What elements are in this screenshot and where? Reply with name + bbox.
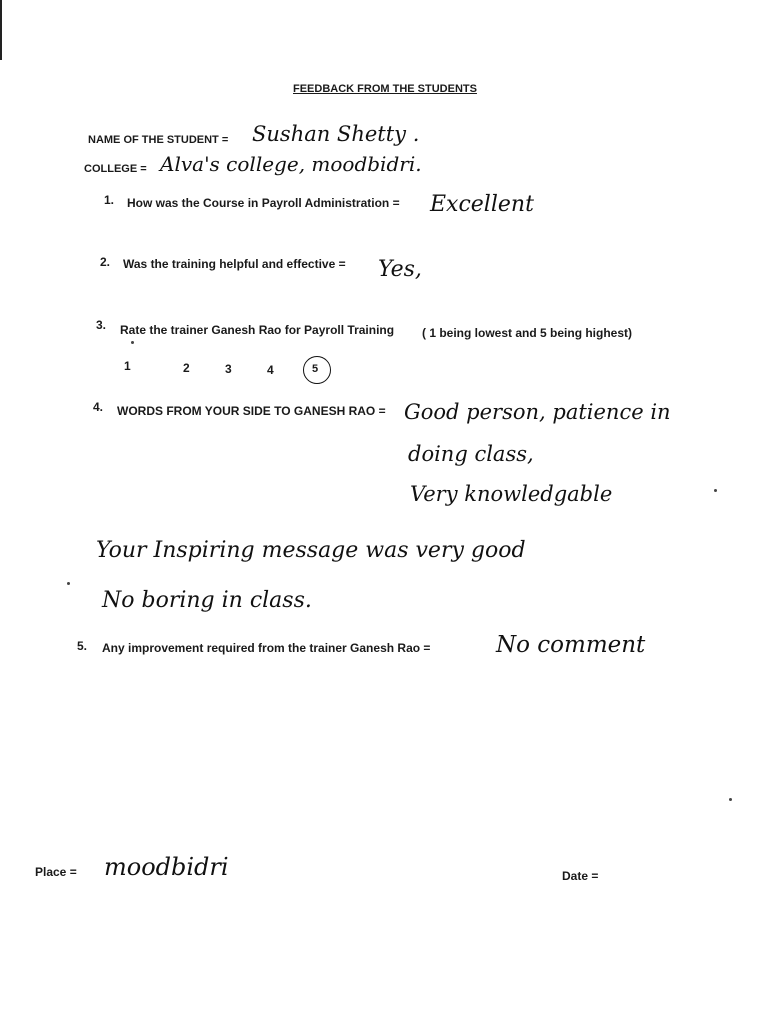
q4-answer-line-3: Very knowledgable bbox=[410, 482, 613, 506]
q5-question: Any improvement required from the trainer Ganesh Rao = bbox=[102, 641, 431, 655]
q5-answer: No comment bbox=[496, 632, 646, 658]
student-name-value: Sushan Shetty . bbox=[252, 122, 420, 146]
date-label: Date = bbox=[562, 869, 599, 883]
form-title: FEEDBACK FROM THE STUDENTS bbox=[293, 83, 477, 95]
q3-scale-note: ( 1 being lowest and 5 being highest) bbox=[422, 326, 633, 340]
q2-question: Was the training helpful and effective = bbox=[123, 257, 346, 271]
stray-mark bbox=[67, 582, 70, 585]
q3-number: 3. bbox=[96, 318, 107, 332]
q1-question: How was the Course in Payroll Administration = bbox=[127, 196, 400, 210]
q3-question: Rate the trainer Ganesh Rao for Payroll Training bbox=[120, 323, 395, 337]
q2-answer: Yes, bbox=[378, 257, 422, 282]
stray-mark bbox=[131, 341, 134, 344]
rating-1: 1 bbox=[124, 359, 131, 373]
student-name-label: NAME OF THE STUDENT = bbox=[88, 134, 229, 146]
q4-answer-line-1: Good person, patience in bbox=[404, 400, 671, 424]
scan-edge-line bbox=[0, 0, 2, 60]
q2-number: 2. bbox=[100, 255, 111, 269]
rating-4: 4 bbox=[267, 363, 274, 377]
q4-answer-line-5: No boring in class. bbox=[102, 588, 312, 613]
college-value: Alva's college, moodbidri. bbox=[160, 152, 422, 176]
q4-answer-line-2: doing class, bbox=[408, 442, 534, 466]
rating-5: 5 bbox=[312, 363, 319, 375]
rating-3: 3 bbox=[225, 362, 232, 376]
q1-answer: Excellent bbox=[430, 192, 534, 217]
q5-number: 5. bbox=[77, 639, 88, 653]
q4-question: WORDS FROM YOUR SIDE TO GANESH RAO = bbox=[117, 404, 386, 418]
q4-answer-line-4: Your Inspiring message was very good bbox=[96, 538, 526, 563]
q1-number: 1. bbox=[104, 193, 115, 207]
q4-number: 4. bbox=[93, 400, 104, 414]
rating-2: 2 bbox=[183, 361, 190, 375]
place-value: moodbidri bbox=[104, 853, 229, 881]
stray-mark bbox=[714, 489, 717, 492]
stray-mark bbox=[729, 798, 732, 801]
place-label: Place = bbox=[35, 865, 77, 879]
college-label: COLLEGE = bbox=[84, 163, 147, 175]
